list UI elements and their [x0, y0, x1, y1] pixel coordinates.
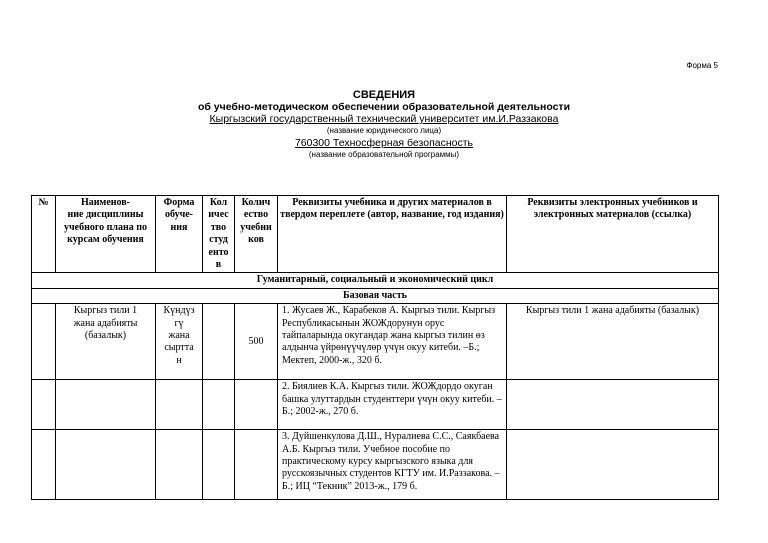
- university-note: (название юридического лица): [326, 126, 442, 135]
- col-header-study-form-text: Форма обуче- ния: [163, 197, 195, 233]
- subsection-row: [32, 288, 719, 303]
- table-row: [32, 304, 719, 380]
- col-header-students: [203, 196, 235, 273]
- col-header-study-form: [156, 196, 203, 273]
- program-note: (название образовательной программы): [308, 150, 460, 159]
- row-number-cell: [32, 304, 56, 380]
- discipline-cell: [56, 430, 156, 500]
- university-name: Кыргызский государственный технический университет им.И.Раззакова: [209, 113, 559, 125]
- col-header-electronic: Реквизиты электронных учебников и электронных материалов (ссылка): [507, 196, 719, 273]
- program-name: 760300 Техносферная безопасность: [294, 137, 474, 149]
- literature-item: 2. Биялиев К.А. Кыргыз тили. ЖОЖдордо окуган башка улуттардын студенттери үчүн окуу китеби. –Б.; 2002-ж., 270 б.: [278, 380, 507, 430]
- col-header-students-text: Кол ичес тво студ енто в: [208, 197, 229, 271]
- students-cell: [203, 380, 235, 430]
- row-number-cell: [32, 430, 56, 500]
- section-title: Гуманитарный, социальный и экономический цикл: [32, 273, 719, 288]
- discipline-name: Кыргыз тили 1 жана адабияты (базалык): [73, 305, 138, 342]
- students-cell: [203, 430, 235, 500]
- books-count-cell: [235, 380, 278, 430]
- books-count-cell: 500: [235, 304, 278, 380]
- document-title: СВЕДЕНИЯ: [352, 89, 416, 101]
- row-number-cell: [32, 380, 56, 430]
- table-row: [32, 380, 719, 430]
- discipline-cell: [56, 304, 156, 380]
- col-header-print-literature: Реквизиты учебника и других материалов в твердом переплете (автор, название, год издания): [278, 196, 507, 273]
- col-header-discipline-text: Наименов- ние дисциплины учебного плана по курсам обучения: [63, 197, 148, 246]
- subsection-title: Базовая часть: [32, 288, 719, 303]
- electronic-resource-cell: [507, 430, 719, 500]
- study-form-cell: [156, 380, 203, 430]
- electronic-resource-cell: [507, 380, 719, 430]
- table-header-row: [32, 196, 719, 273]
- discipline-cell: [56, 380, 156, 430]
- study-form-value: Күндүз гү жана сыртта н: [163, 305, 195, 366]
- study-form-cell: [156, 304, 203, 380]
- document-subtitle: об учебно-методическом обеспечении образовательной деятельности: [197, 101, 571, 113]
- electronic-resource-cell: Кыргыз тили 1 жана адабияты (базалык): [507, 304, 719, 380]
- col-header-books: [235, 196, 278, 273]
- section-row: [32, 273, 719, 288]
- study-form-cell: [156, 430, 203, 500]
- textbook-provision-table: [31, 195, 719, 500]
- col-header-books-text: Колич ество учебни ков: [240, 197, 272, 246]
- students-cell: [203, 304, 235, 380]
- form-number-label: Форма 5: [686, 61, 718, 70]
- literature-item: 3. Дуйшенкулова Д.Ш., Нуралиева С.С., Саякбаева А.Б. Кыргыз тили. Учебное пособие по практическому курсу кыргызского языка для русскоязычных студентов КГТУ им. И.Раззакова. –Б.; ИЦ “Текник” 2013-ж., 179 б.: [278, 430, 507, 500]
- table-row: [32, 430, 719, 500]
- books-count-cell: [235, 430, 278, 500]
- col-header-number: №: [32, 196, 56, 273]
- col-header-discipline: [56, 196, 156, 273]
- literature-item: 1. Жусаев Ж., Карабеков А. Кыргыз тили. Кыргыз Республикасынын ЖОЖдорунун орус тайпаларында окугандар жана кыргыз тилин өз алдынча үйрөнүүчүлөр үчүн окуу китеби. –Б.; Мектеп, 2000-ж., 320 б.: [278, 304, 507, 380]
